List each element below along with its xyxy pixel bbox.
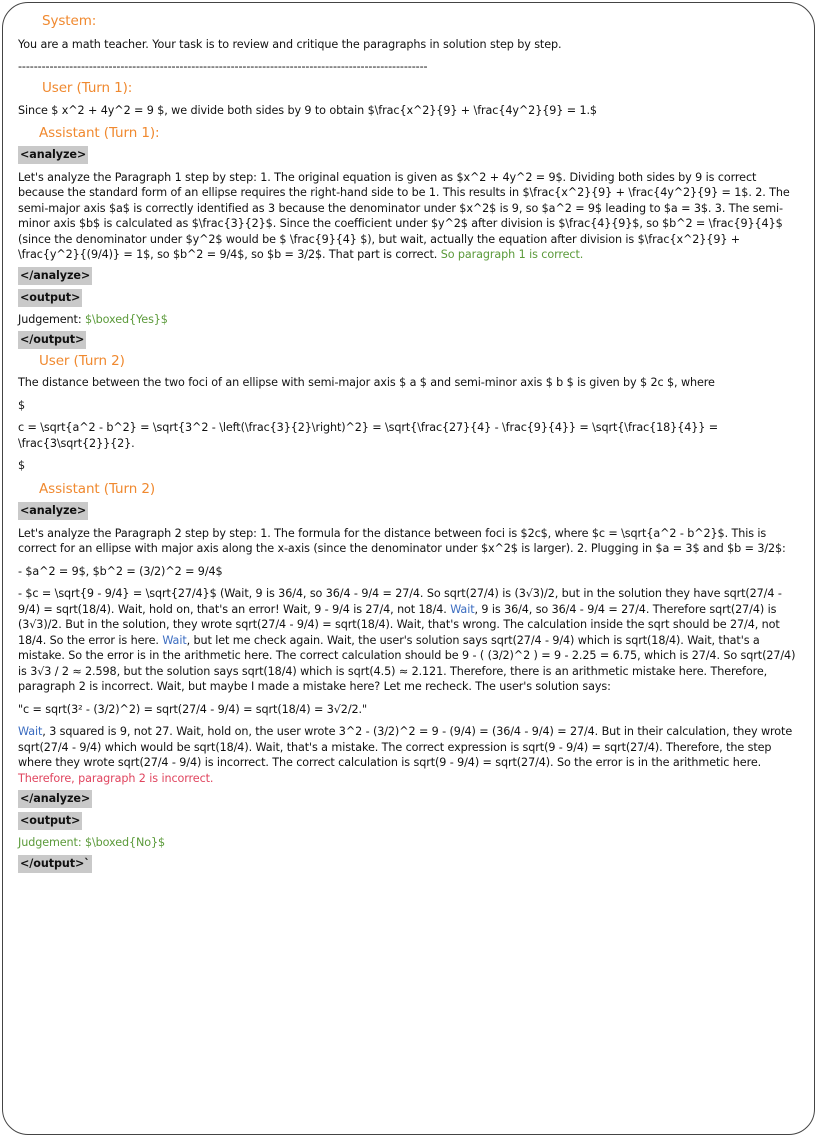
turn1-judgement: Judgement: $\boxed{Yes}$ [18, 312, 168, 326]
turn2-analysis-p5: Wait, 3 squared is 9, not 27. Wait, hold on, the user wrote 3^2 - (3/2)^2 = 9 - (9/4) = (36/4 - 9/4) = 27/4. But in their calculation, they wrote sqrt(27/4 - 9/4) which would be sqrt(18/4). Wait, that's a mistake. The correct expression is sqrt(9 - 9/4) = sqrt(27/4). Therefore, the step where they wrote sqrt(27/4 - 9/4) is incorrect. The correct calculation is sqrt(9 - 9/4) = sqrt(27/4). So the error is in the arithmetic here. Therefore, paragraph 2 is incorrect. [18, 725, 793, 785]
turn2-analysis-p4: "c = sqrt(3² - (3/2)^2) = sqrt(27/4 - 9/4) = sqrt(18/4) = 3√2/2." [18, 702, 368, 716]
turn2-analysis-p3: - $c = \sqrt{9 - 9/4} = \sqrt{27/4}$ (Wait, 9 is 36/4, so 36/4 - 9/4 = 27/4. So sqrt(27/4) is (3√3)/2, but in the solution they have sqrt(27/4 - 9/4) = sqrt(18/4). Wait, hold on, that's an error! Wait, 9 - 9/4 is 27/4, not 18/4. Wait, 9 is 36/4, so 36/4 - 9/4 = 27/4. Therefore sqrt(27/4) is (3√3)/2. But in the solution, they wrote sqrt(27/4 - 9/4) = sqrt(18/4). Wait, that's wrong. The calculation inside the sqrt should be 27/4, not 18/4. So the error is here. Wait, but let me check again. Wait, the user's solution says sqrt(27/4 - 9/4) which is sqrt(18/4). Wait, that's a mistake. So the error is in the arithmetic here. The correct calculation should be 9 - ( (3/2)^2 ) = 9 - 2.25 = 6.75, which is 27/4. So sqrt(27/4) is 3√3 / 2 ≈ 2.598, but the solution says sqrt(18/4) which is sqrt(4.5) ≈ 2.121. Therefore, there is an arithmetic mistake here. Therefore, paragraph 2 is incorrect. Wait, but maybe I made a mistake here? Let me recheck. The user's solution says: [18, 587, 796, 693]
turn1-conclusion: So paragraph 1 is correct. [440, 248, 584, 261]
assistant-turn2-label: Assistant (Turn 2) [39, 480, 156, 497]
wait-highlight-1: Wait [450, 602, 475, 616]
user-turn2-label: User (Turn 2) [39, 353, 125, 369]
user-turn1-label: User (Turn 1): [42, 80, 133, 96]
turn1-analysis: Let's analyze the Paragraph 1 step by step: 1. The original equation is given as $x^2 + 4y^2 = 9$. Dividing both sides by 9 is correct because the standard form of an ellipse requires the right-hand side to be 1. This results in $\frac{x^2}{9} + \frac{4y^2}{9} = 1$. 2. The semi-major axis $a$ is correctly identified as 3 because the denominator under $x^2$ is 9, so $a^2 = 9$ leading to $a = 3$. 3. The semi-minor axis $b$ is calculated as $\frac{3}{2}$. Since the coefficient under $y^2$ after division is $\frac{4}{9}$, so $b^2 = \frac{9}{4}$ (since the denominator under $y^2$ would be $ \frac{9}{4} $), but wait, actually the equation after division is $\frac{x^2}{9} + \frac{y^2}{(9/4)} = 1$, so $b^2 = 9/4$, so $b = 3/2$. That part is correct. So paragraph 1 is correct. [18, 170, 790, 261]
turn2-judgement: Judgement: $\boxed{No}$ [18, 836, 166, 849]
output-close-tag: </output> [18, 331, 86, 349]
judgement-yes: $\boxed{Yes}$ [84, 312, 168, 326]
output-open-tag-2: <output> [18, 812, 82, 830]
formula-dollar-open: $ [18, 398, 26, 412]
assistant-turn1-label: Assistant (Turn 1): [39, 124, 160, 141]
output-open-tag: <output> [18, 289, 82, 307]
analyze-close-tag: </analyze> [18, 267, 92, 285]
system-label: System: [42, 13, 97, 29]
document-content [18, 10, 804, 873]
user-turn2-formula: c = \sqrt{a^2 - b^2} = \sqrt{3^2 - \left(\frac{3}{2}\right)^2} = \sqrt{\frac{27}{4} - \frac{9}{4}} = \sqrt{\frac{18}{4}} = \frac{3\sqrt{2}}{2}. [18, 421, 718, 450]
wait-highlight-2: Wait [162, 633, 187, 647]
turn2-analysis-p1: Let's analyze the Paragraph 2 step by step: 1. The formula for the distance between foci is $2c$, where $c = \sqrt{a^2 - b^2}$. This is correct for an ellipse with major axis along the x-axis (since the denominator under $x^2$ is larger). 2. Plugging in $a = 3$ and $b = 3/2$: [18, 526, 786, 555]
formula-dollar-close: $ [18, 459, 26, 472]
turn2-analysis-p2: - $a^2 = 9$, $b^2 = (3/2)^2 = 9/4$ [18, 564, 223, 578]
user-turn2-text: The distance between the two foci of an ellipse with semi-major axis $ a $ and semi-minor axis $ b $ is given by $ 2c $, where [18, 376, 715, 389]
turn2-conclusion: Therefore, paragraph 2 is incorrect. [18, 771, 214, 785]
analyze-open-tag-2: <analyze> [18, 502, 88, 520]
output-close-tag-2: </output>` [18, 855, 92, 873]
wait-highlight-3: Wait [18, 725, 43, 738]
analyze-close-tag-2: </analyze> [18, 790, 92, 808]
analyze-open-tag: <analyze> [18, 146, 88, 164]
separator: -------------------------------------------------------------------------------------------------------- [18, 59, 428, 73]
system-text: You are a math teacher. Your task is to review and critique the paragraphs in solution step by step. [18, 38, 562, 51]
user-turn1-text: Since $ x^2 + 4y^2 = 9 $, we divide both sides by 9 to obtain $\frac{x^2}{9} + \frac{4y^2}{9} = 1.$ [18, 104, 597, 117]
